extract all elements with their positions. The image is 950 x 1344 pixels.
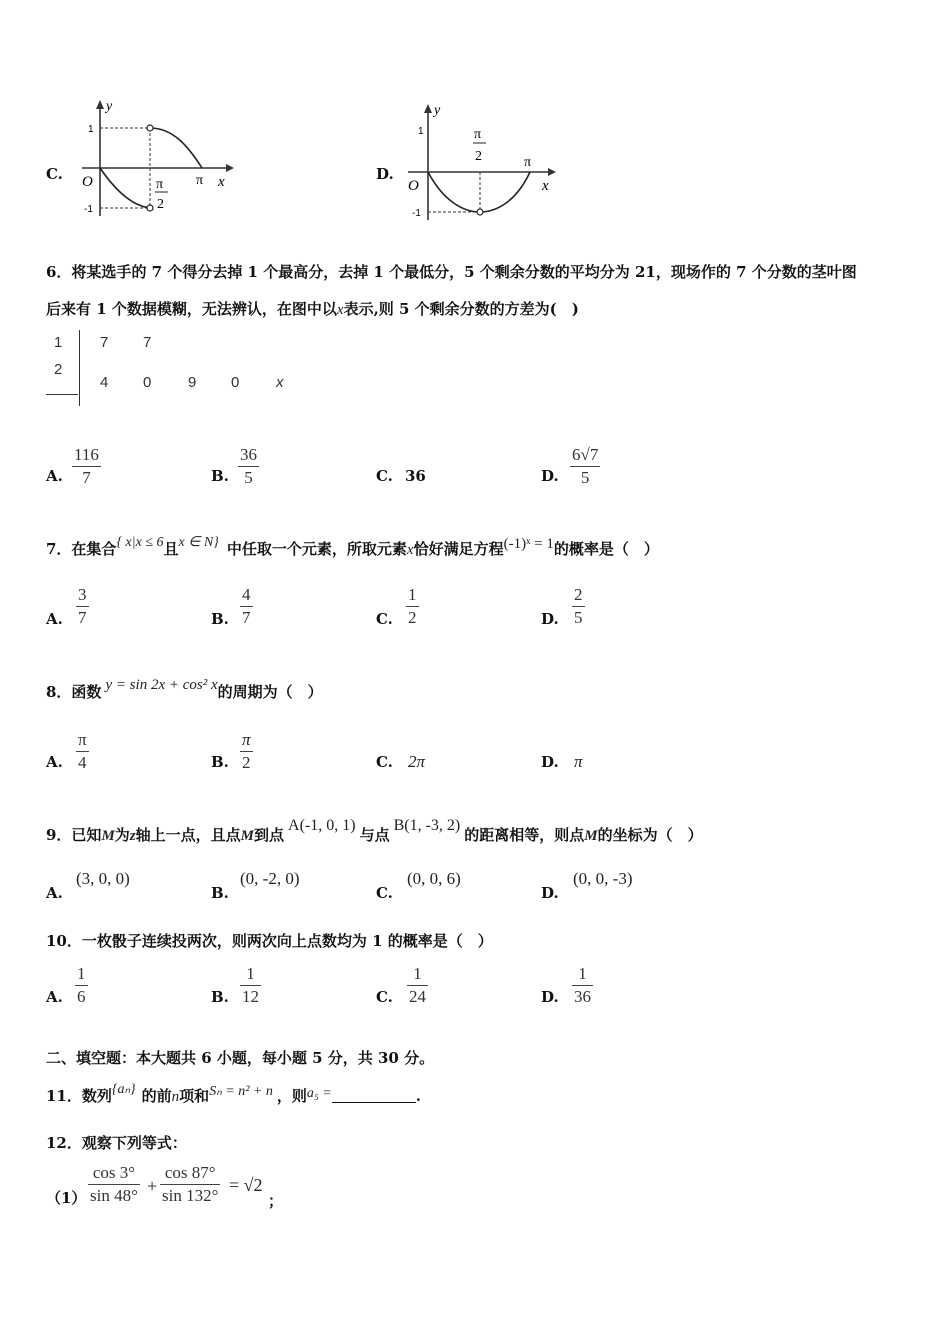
q7-set-expr1: { x|x ≤ 6	[116, 535, 164, 550]
q11-answer-blank[interactable]	[332, 1088, 416, 1103]
q6-line2	[46, 298, 579, 319]
graph-c-origin: O	[82, 174, 93, 190]
stem-leaf-plot	[46, 328, 346, 408]
q6-option-c-value: 36	[405, 467, 426, 485]
q8-option-c-value: 2π	[408, 752, 426, 771]
section-2-title: 二、填空题：本大题共 6 小题，每小题 5 分，共 30 分。	[46, 1049, 435, 1067]
graph-c-neg-one: -1	[84, 204, 93, 215]
q6-option-b-label: B.	[211, 467, 229, 485]
q6-option-b-value: 36 5	[240, 445, 257, 487]
leaf-2-4: 0	[231, 374, 240, 391]
graph-c-y-label: y	[106, 99, 113, 114]
q10-option-c-label: C.	[376, 988, 393, 1006]
q10-stem: 10．一枚骰子连续投两次，则两次向上点数均为 1 的概率是（ ）	[46, 932, 493, 950]
q12-frac2: cos 87° sin 132°	[162, 1163, 219, 1205]
graph-d-curve	[428, 172, 530, 212]
q11-stem: 11．数列{aₙ} 的前n项和Sₙ = n² + n ，则a₅ = .	[46, 1082, 421, 1105]
leaf-2-2: 0	[143, 374, 152, 391]
q8-option-c-label: C.	[376, 753, 393, 771]
q8-option-a-value: π 4	[78, 730, 87, 772]
q9-option-c-value: (0, 0, 6)	[407, 869, 461, 888]
q9-option-b-value: (0, -2, 0)	[240, 869, 300, 888]
graph-d-pi: π	[524, 155, 532, 170]
graph-c-curve-neg	[100, 168, 150, 208]
graph-c	[78, 96, 248, 221]
q7-option-c-label: C.	[376, 610, 393, 628]
graph-d-pi-half-num: π	[474, 127, 482, 142]
graph-c-pi-half-den: 2	[157, 197, 164, 212]
leaf-2-5: x	[276, 374, 284, 391]
q12-rhs: = √2	[229, 1175, 263, 1195]
option-c-label: C.	[46, 165, 63, 183]
q12-plus: +	[147, 1176, 158, 1196]
q6-option-a-value: 116 7	[74, 445, 99, 487]
q7-equation: (-1)ˣ = 1	[503, 536, 554, 552]
q7-set-expr2: x ∈ N}	[178, 535, 219, 550]
stem-2: 2	[54, 361, 63, 378]
q8-stem: 8．函数 y = sin 2x + cos² x的周期为（ ）	[46, 677, 323, 701]
q7-option-b-value: 4 7	[242, 585, 251, 627]
q9-option-a-value: (3, 0, 0)	[76, 869, 130, 888]
q7-stem: 7．在集合{ x|x ≤ 6且x ∈ N} 中任取一个元素，所取元素x恰好满足方程(-1)ˣ = 1的概率是（ ）	[46, 535, 659, 558]
q6-line2-b: 表示,则 5 个剩余分数的方差为( )	[343, 300, 579, 318]
q9-point-a: A(-1, 0, 1)	[288, 817, 356, 834]
stem-1: 1	[54, 334, 63, 351]
q9-option-b-label: B.	[211, 884, 229, 902]
q7-option-b-label: B.	[211, 610, 229, 628]
q10-option-d-label: D.	[541, 988, 559, 1006]
q10-option-b-value: 1 12	[242, 964, 259, 1006]
leaf-2-3: 9	[188, 374, 197, 391]
q8-expr: y = sin 2x + cos² x	[105, 677, 218, 693]
q12-eq1-label: （1）	[46, 1189, 87, 1207]
graph-c-pi-half-num: π	[156, 177, 164, 192]
graph-d-neg-one: -1	[412, 208, 421, 219]
q9-option-c-label: C.	[376, 884, 393, 902]
q12-end: ；	[268, 1192, 284, 1210]
q10-option-a-label: A.	[46, 988, 63, 1006]
q6-line2-a: 后来有 1 个数据模糊，无法辨认，在图中以	[46, 300, 337, 318]
q12-frac1: cos 3° sin 48°	[90, 1163, 138, 1205]
q9-point-b: B(1, -3, 2)	[393, 817, 461, 834]
q11-a5: a₅ =	[306, 1086, 332, 1101]
graph-d-y-label: y	[434, 103, 441, 118]
q7-option-c-value: 1 2	[408, 585, 417, 627]
q6-option-a-label: A.	[46, 467, 63, 485]
q8-option-b-label: B.	[211, 753, 229, 771]
q6-option-d-value: 6√7 5	[572, 445, 599, 487]
option-d-label: D.	[376, 165, 394, 183]
leaf-1-1: 7	[100, 334, 109, 351]
q6-option-c-label: C.	[376, 467, 393, 485]
q7-option-a-label: A.	[46, 610, 63, 628]
leaf-1-2: 7	[143, 334, 152, 351]
q8-option-d-label: D.	[541, 753, 559, 771]
graph-c-x-label: x	[218, 174, 225, 190]
leaf-2-1: 4	[100, 374, 109, 391]
q9-option-d-value: (0, 0, -3)	[573, 869, 633, 888]
q9-option-d-label: D.	[541, 884, 559, 902]
graph-c-curve-pos	[150, 128, 202, 168]
q7-option-a-value: 3 7	[78, 585, 87, 627]
graph-d-one: 1	[418, 126, 424, 137]
graph-c-pi: π	[196, 173, 204, 188]
q7-option-d-value: 2 5	[574, 585, 583, 627]
q8-option-d-value: π	[574, 752, 583, 771]
q9-option-a-label: A.	[46, 884, 63, 902]
q6-var-x: x	[336, 302, 344, 318]
q6-line1: 6．将某选手的 7 个得分去掉 1 个最高分，去掉 1 个最低分，5 个剩余分数的平均分为 21，现场作的 7 个分数的茎叶图	[46, 263, 857, 281]
graph-d-pi-half-den: 2	[475, 149, 482, 164]
q8-option-a-label: A.	[46, 753, 63, 771]
q9-stem: 9．已知M为z轴上一点，且点M到点A(-1, 0, 1)与点B(1, -3, 2)的距离相等，则点M的坐标为（ ）	[46, 817, 703, 844]
q11-sum: Sₙ = n² + n	[209, 1084, 273, 1099]
q10-option-d-value: 1 36	[574, 964, 591, 1006]
q12-stem: 12．观察下列等式：	[46, 1134, 187, 1152]
graph-d-origin: O	[408, 178, 419, 194]
graph-d-x-label: x	[542, 178, 549, 194]
q6-option-d-label: D.	[541, 467, 559, 485]
q10-option-c-value: 1 24	[409, 964, 426, 1006]
q8-option-b-value: π 2	[242, 730, 251, 772]
graph-c-one: 1	[88, 124, 94, 135]
graph-d	[404, 98, 569, 223]
q10-option-b-label: B.	[211, 988, 229, 1006]
q11-seq: {aₙ}	[111, 1082, 136, 1097]
q7-option-d-label: D.	[541, 610, 559, 628]
q10-option-a-value: 1 6	[77, 964, 86, 1006]
